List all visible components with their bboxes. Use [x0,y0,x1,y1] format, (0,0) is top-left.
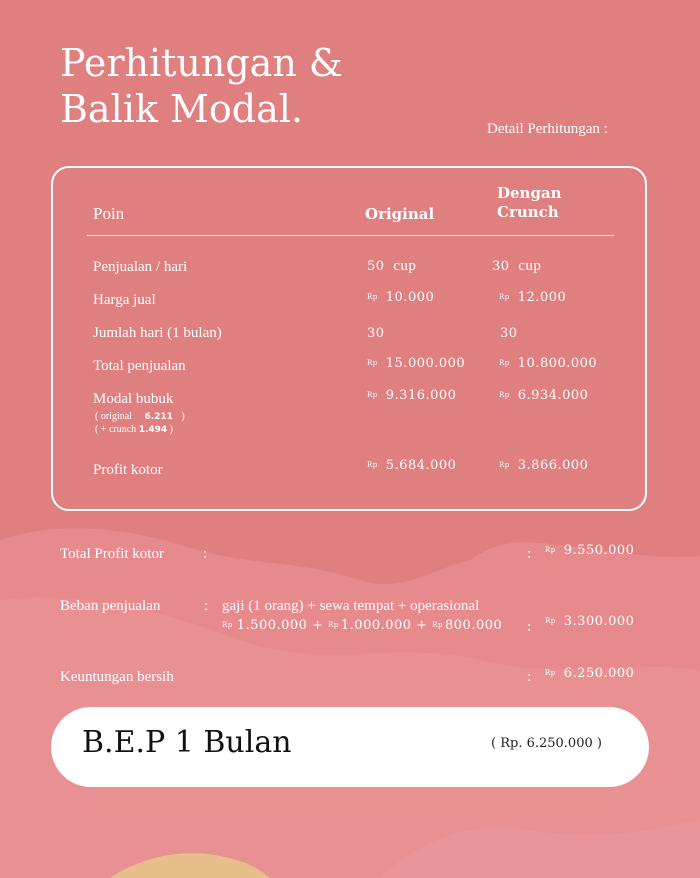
value: 12.000 [517,290,567,305]
value: 10.800.000 [517,356,598,371]
row-label-modal-bubuk: Modal bubuk [93,391,174,407]
plus-sign: + [416,618,428,633]
value: 3.300.000 [563,614,635,629]
cell-original-total-penjualan [367,356,465,371]
rp-prefix: Rp [499,391,510,399]
rp-prefix: Rp [367,293,378,301]
value: 9.316.000 [385,388,457,403]
header-crunch-line-1: Dengan [497,184,562,202]
rp-prefix: Rp [222,621,233,629]
row-label-total-penjualan: Total penjualan [93,358,186,374]
beban-value-colon: : [527,619,532,635]
value: 10.000 [385,290,435,305]
beban-breakdown [222,618,502,633]
note-label: ( original [95,411,132,422]
title-line-2: Balik Modal. [60,87,303,131]
value: 6.250.000 [563,666,635,681]
cell-crunch-profit-kotor [499,458,588,473]
beban-value [545,614,634,629]
value: 30 [492,259,510,274]
cell-crunch-total-penjualan [499,356,597,371]
bep-amount: ( Rp. 6.250.000 ) [491,736,602,751]
detail-label: Detail Perhitungan : [487,121,608,137]
calculation-table [51,166,647,511]
cell-crunch-penjualan [492,258,541,275]
row-label-jumlah-hari: Jumlah hari (1 bulan) [93,325,222,341]
rp-prefix: Rp [545,617,556,625]
value: 50 [367,259,385,274]
cell-original-harga-jual [367,290,434,305]
note-value: 6.211 [144,412,173,422]
header-divider [87,235,614,236]
header-crunch-line-2: Crunch [497,203,559,221]
operasional-value: 800.000 [445,618,503,633]
bep-title: B.E.P 1 Bulan [82,725,292,760]
rp-prefix: Rp [367,461,378,469]
cell-original-jumlah-hari: 30 [367,326,385,341]
note-original [95,411,185,422]
cell-original-profit-kotor [367,458,456,473]
sewa-value: 1.000.000 [340,618,412,633]
cell-crunch-modal-bubuk [499,388,588,403]
header-original: Original [365,205,435,223]
cell-original-penjualan [367,258,416,275]
rp-prefix: Rp [367,391,378,399]
total-profit-value-colon: : [527,546,532,562]
note-close: ) [181,411,185,422]
page-title [60,40,343,132]
rp-prefix: Rp [432,621,444,629]
note-value: 1.494 [138,425,168,435]
header-crunch [497,184,562,222]
beban-label: Beban penjualan [60,598,161,614]
beban-colon: : [204,598,209,614]
keuntungan-value [545,666,634,681]
bep-banner [51,707,649,787]
plus-sign: + [312,618,324,633]
row-label-profit-kotor: Profit kotor [93,462,163,478]
rp-prefix: Rp [545,546,556,554]
value: 15.000.000 [385,356,466,371]
rp-prefix: Rp [328,621,339,629]
total-profit-label: Total Profit kotor [60,546,164,562]
note-close: ) [169,424,173,435]
cell-crunch-harga-jual [499,290,566,305]
cell-original-modal-bubuk [367,388,456,403]
total-profit-colon: : [203,546,208,562]
value: 5.684.000 [385,458,457,473]
row-label-harga-jual: Harga jual [93,292,156,308]
unit: cup [518,258,542,274]
rp-prefix: Rp [367,359,378,367]
note-label: ( + crunch [95,424,137,435]
rp-prefix: Rp [545,669,556,677]
title-line-1: Perhitungan & [60,41,343,85]
unit: cup [393,258,417,274]
rp-prefix: Rp [499,359,510,367]
keuntungan-label: Keuntungan bersih [60,669,174,685]
value: 9.550.000 [563,543,635,558]
rp-prefix: Rp [499,293,510,301]
value: 6.934.000 [517,388,589,403]
row-label-penjualan: Penjualan / hari [93,259,188,275]
note-crunch [95,424,173,435]
rp-prefix: Rp [499,461,510,469]
gaji-value: 1.500.000 [236,618,308,633]
value: 3.866.000 [517,458,589,473]
beban-description: gaji (1 orang) + sewa tempat + operasional [222,598,480,614]
total-profit-value [545,543,634,558]
cell-crunch-jumlah-hari: 30 [500,326,518,341]
keuntungan-colon: : [527,669,532,685]
header-poin: Poin [93,204,125,223]
